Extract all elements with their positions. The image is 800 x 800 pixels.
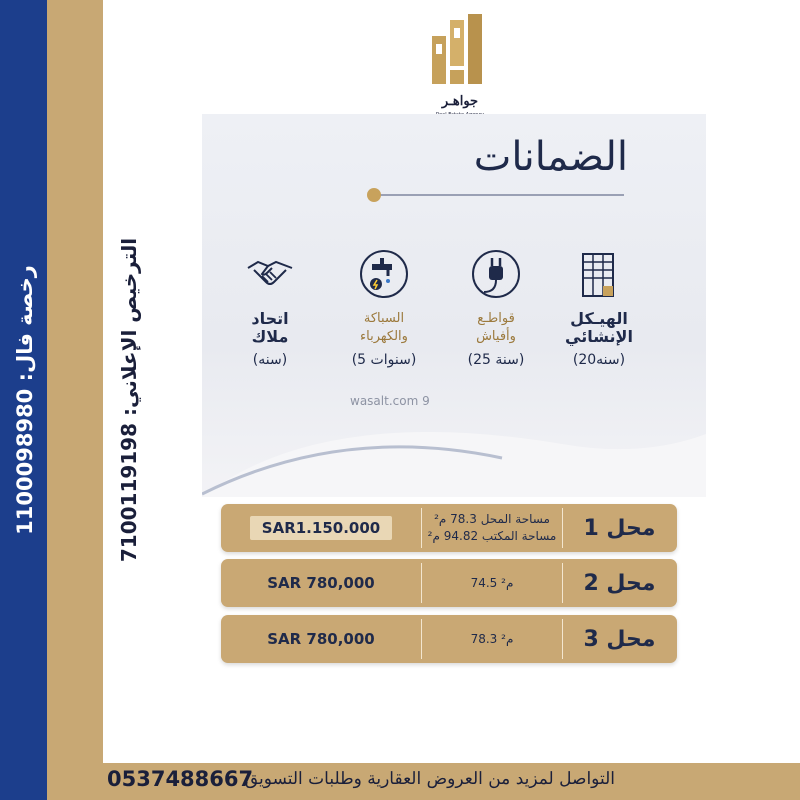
listing-price <box>221 559 421 607</box>
guarantee-structure-years: (20سنه) <box>572 352 626 368</box>
guarantee-plumbing-line2: والكهرباء <box>360 329 408 344</box>
footer-contact-text: التواصل لمزيد من العروض العقارية وطلبات التسويق <box>244 769 615 789</box>
guarantee-switches-line2: وأفياش <box>476 329 516 344</box>
watermark: wasalt.com 9 <box>350 394 430 408</box>
guarantee-structure-line1: الهيـكل <box>570 309 628 328</box>
guarantees-panel <box>202 114 706 497</box>
faucet-electric-icon <box>358 248 410 300</box>
handshake-icon <box>244 248 296 300</box>
guarantee-owners <box>215 248 325 368</box>
listing-name: محل 3 <box>583 626 656 652</box>
guarantee-owners-years: (سنه) <box>252 352 288 368</box>
listing-price-value: SAR 780,000 <box>267 574 375 592</box>
company-logo <box>426 14 494 112</box>
row-separator <box>421 619 422 659</box>
guarantee-switches-years: (25 سنة) <box>467 352 525 368</box>
listing-price-value: SAR 780,000 <box>267 630 375 648</box>
guarantee-plumbing <box>329 248 439 368</box>
row-separator <box>562 619 563 659</box>
title-divider <box>378 194 624 196</box>
left-gold-band <box>47 0 141 800</box>
listing-row-3[interactable] <box>221 615 677 663</box>
listing-row-2[interactable] <box>221 559 677 607</box>
guarantee-owners-line1: اتحاد <box>251 309 289 328</box>
guarantee-switches-line1: قواطـع <box>477 311 515 326</box>
logo-name: جواهـر <box>441 94 479 109</box>
guarantee-structure <box>544 248 654 368</box>
fal-license-text: رخصة فال: 1100098980 <box>13 265 37 535</box>
title-divider-dot <box>367 188 381 202</box>
listing-row-1[interactable] <box>221 504 677 552</box>
listing-name: محل 1 <box>583 515 656 541</box>
listing-price-value: SAR1.150.000 <box>250 516 392 540</box>
footer-phone[interactable]: 0537488667 <box>107 767 254 791</box>
listing-area <box>422 504 562 552</box>
contact-footer <box>103 763 800 800</box>
listing-area-line1: مساحة المحل 78.3 م² <box>434 512 550 526</box>
listing-name: محل 2 <box>583 570 656 596</box>
listing-area-line1: 78.3 م² <box>470 631 514 646</box>
listing-area <box>422 615 562 663</box>
listing-price <box>221 615 421 663</box>
listing-area <box>422 559 562 607</box>
guarantee-structure-line2: الإنشائي <box>565 327 633 346</box>
row-separator <box>562 508 563 548</box>
guarantees-title: الضمانات <box>473 134 628 180</box>
guarantee-plumbing-years: (5 سنوات) <box>351 352 417 368</box>
guarantee-switches <box>441 248 551 368</box>
listing-area-line2: مساحة المكتب 94.82 م² <box>427 529 557 543</box>
row-separator <box>421 563 422 603</box>
row-separator <box>421 508 422 548</box>
listing-price <box>221 504 421 552</box>
row-separator <box>562 563 563 603</box>
decorative-swoosh <box>202 414 706 497</box>
guarantee-plumbing-line1: السباكة <box>363 311 405 326</box>
plug-icon <box>470 248 522 300</box>
listing-area-line1: 74.5 م² <box>470 575 514 590</box>
left-blue-band <box>0 0 47 800</box>
logo-mark-icon <box>426 14 494 94</box>
ad-license-text: الترخيص الإعلاني: 7100119198 <box>117 237 141 563</box>
building-icon <box>573 248 625 300</box>
guarantee-owners-line2: ملاك <box>251 327 289 346</box>
